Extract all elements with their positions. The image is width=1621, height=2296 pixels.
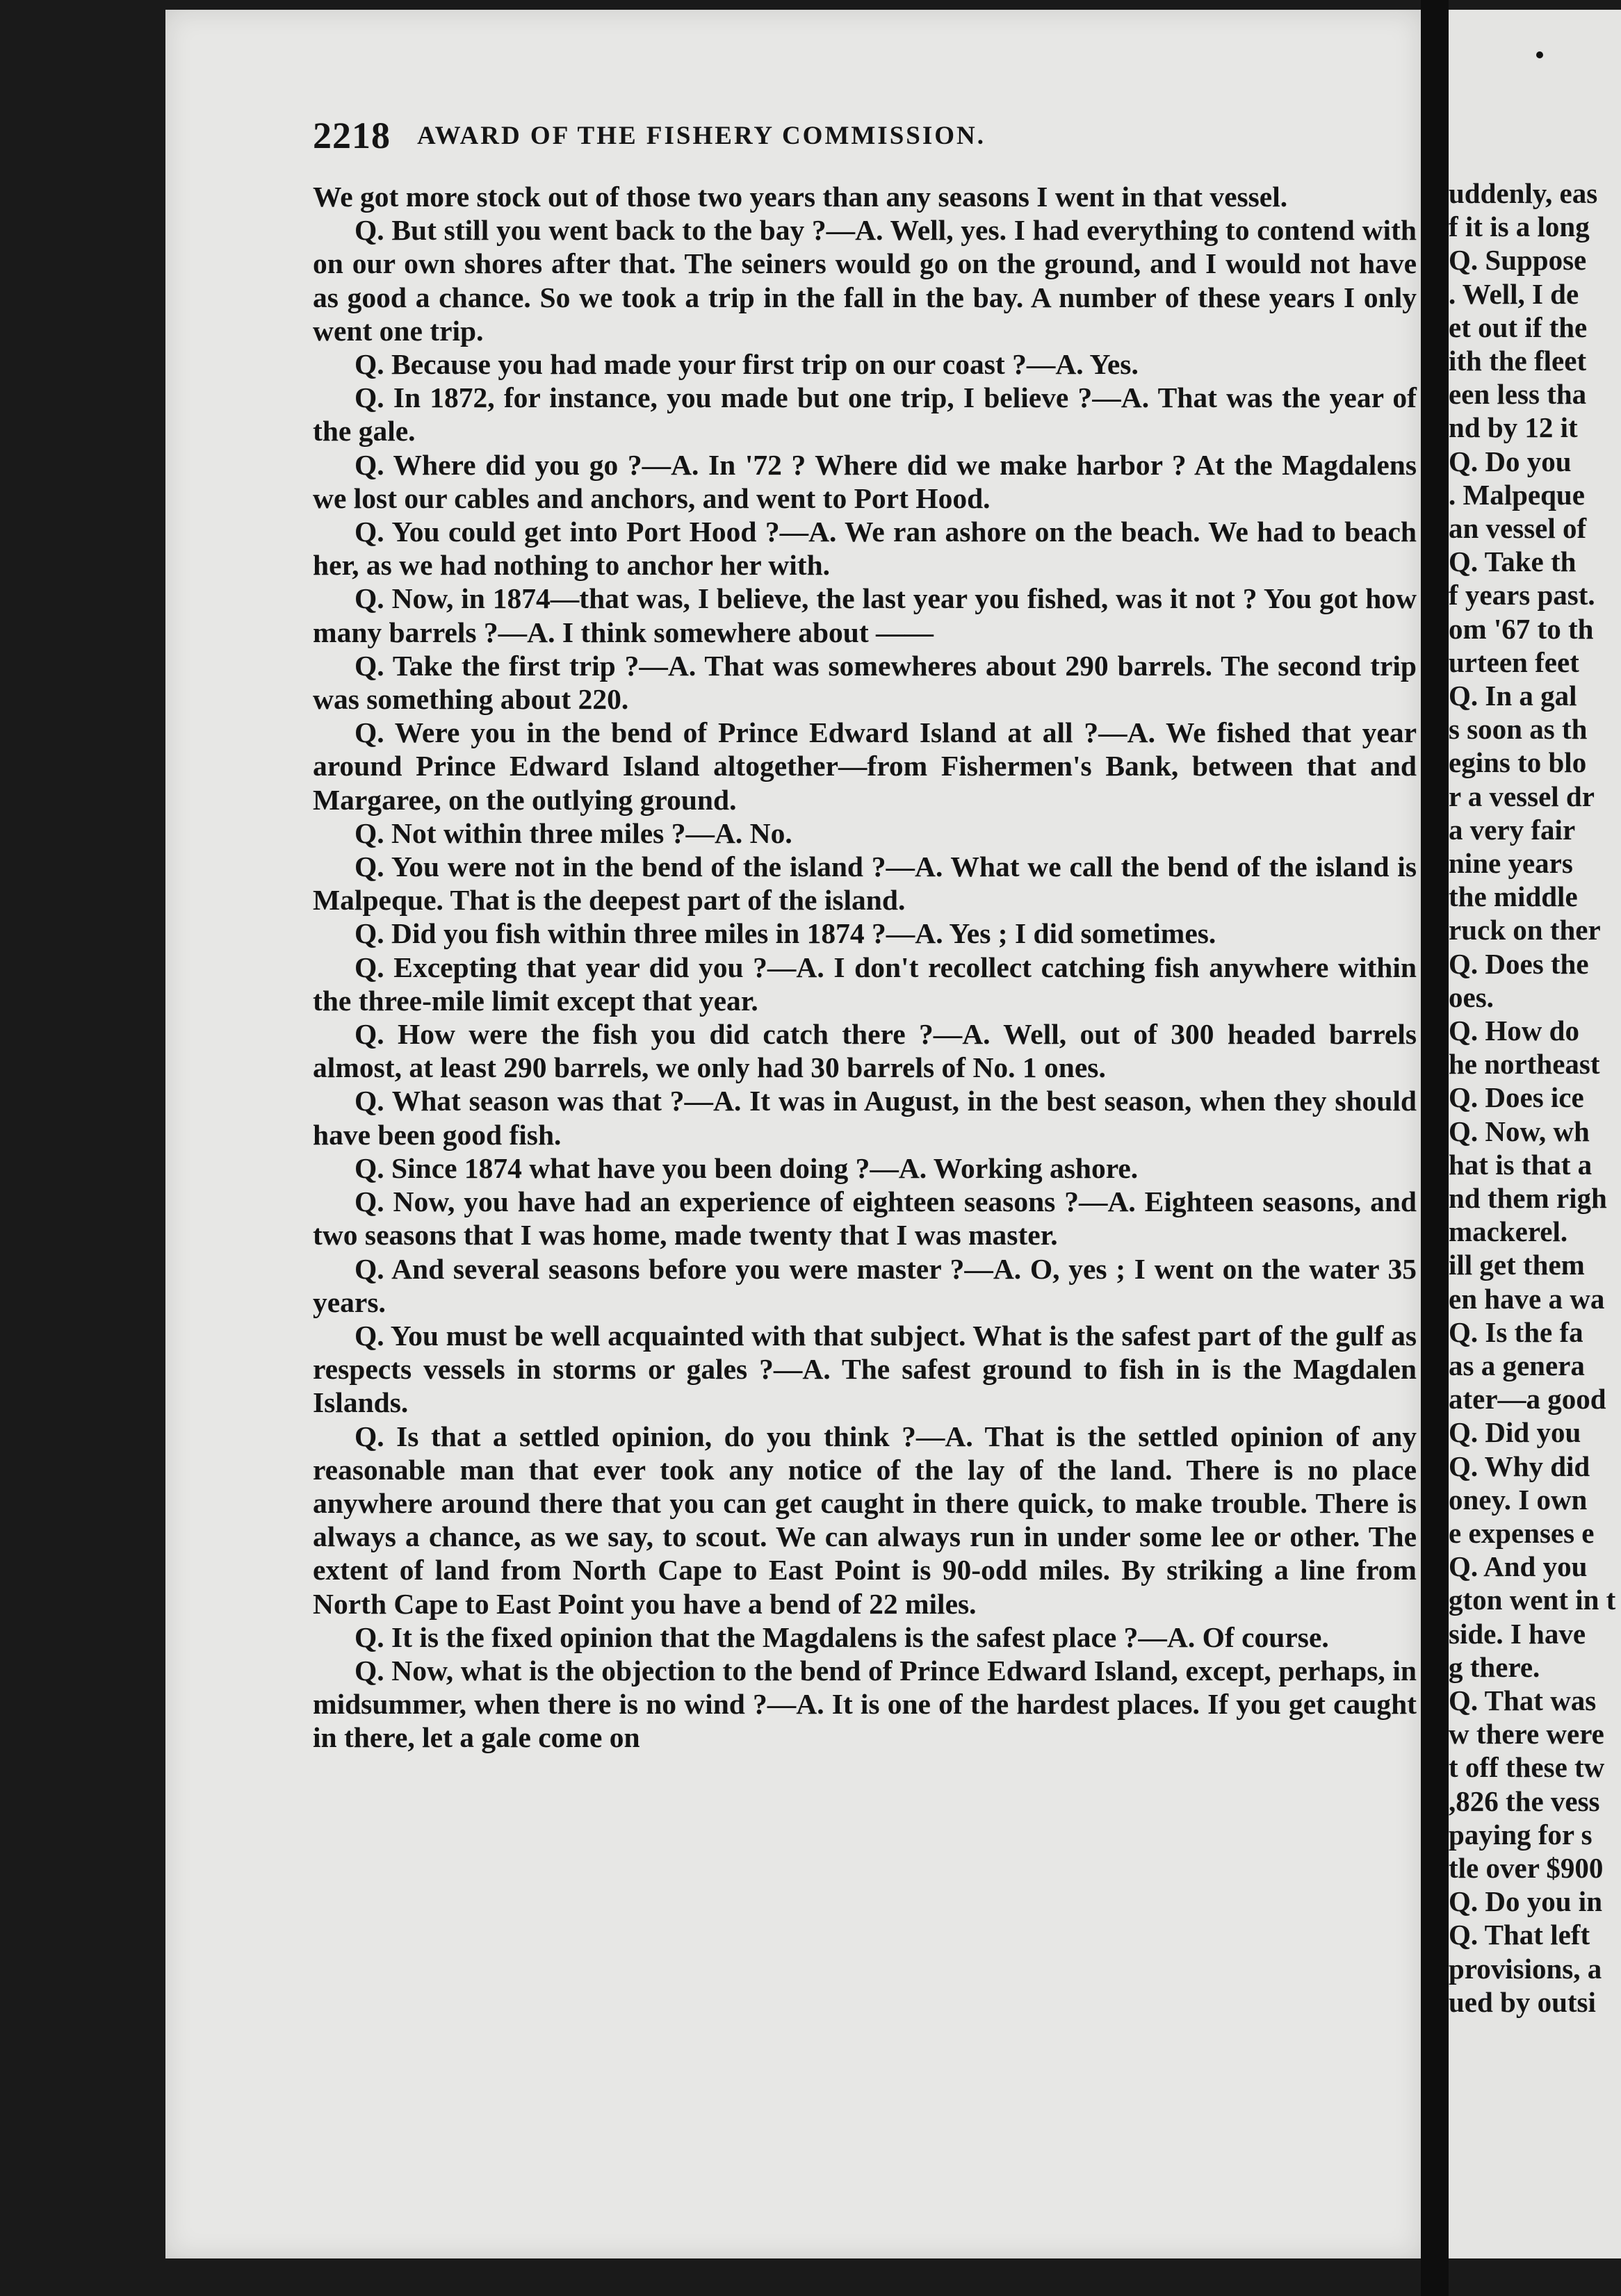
paragraph: Q. What season was that ?—A. It was in August, in the best season, when they should have been good fish. xyxy=(313,1085,1417,1151)
paragraph: Q. But still you went back to the bay ?—A. Well, yes. I had everything to contend with on our own shores after that. The seiners would go on the ground, and I would not have as good a chance. So we took a trip in the fall in the bay. A number of these years I only went one trip. xyxy=(313,214,1417,347)
right-page-line: g there. xyxy=(1449,1650,1540,1683)
right-page-line: the middle xyxy=(1449,880,1578,913)
right-page-line: side. I have xyxy=(1449,1617,1586,1650)
right-page-line: gton went in t xyxy=(1449,1584,1616,1616)
right-page-line: Q. Did you xyxy=(1449,1416,1581,1449)
right-page-line: hat is that a xyxy=(1449,1148,1593,1181)
paragraph: We got more stock out of those two years than any seasons I went in that vessel. xyxy=(313,181,1288,213)
ink-dot xyxy=(1536,51,1543,58)
right-page-line: Q. Is the fa xyxy=(1449,1315,1583,1348)
right-page-line: r a vessel dr xyxy=(1449,780,1595,812)
paragraph: Q. How were the fish you did catch there ?—A. Well, out of 300 headed barrels almost, at least 290 barrels, we only had 30 barrels of No. 1 ones. xyxy=(313,1018,1417,1084)
right-page-line: Q. That left xyxy=(1449,1919,1590,1951)
right-page-line: nine years xyxy=(1449,847,1573,879)
right-page-line: Q. Take th xyxy=(1449,546,1577,578)
right-page-line: provisions, a xyxy=(1449,1952,1602,1985)
paragraph: Q. Take the first trip ?—A. That was somewheres about 290 barrels. The second trip was something about 220. xyxy=(313,649,1417,716)
paragraph: Q. Now, you have had an experience of eighteen seasons ?—A. Eighteen seasons, and two seasons that I was home, made twenty that I was master. xyxy=(313,1186,1417,1252)
paragraph: Q. You could get into Port Hood ?—A. We ran ashore on the beach. We had to beach her, as we had nothing to anchor her with. xyxy=(313,516,1417,582)
right-page-line: mackerel. xyxy=(1449,1215,1568,1248)
right-page-line: a very fair xyxy=(1449,813,1576,846)
paragraph: Q. Now, in 1874—that was, I believe, the last year you fished, was it not ? You got how many barrels ?—A. I think somewhere about —— xyxy=(313,582,1417,648)
right-page-line: nd them righ xyxy=(1449,1182,1607,1214)
paragraph: Q. Not within three miles ?—A. No. xyxy=(355,817,792,849)
right-page-line: e expenses e xyxy=(1449,1517,1595,1549)
page-body xyxy=(313,180,1417,1755)
right-page-line: w there were xyxy=(1449,1718,1604,1750)
book-page xyxy=(165,10,1421,2258)
right-page-line: paying for s xyxy=(1449,1818,1593,1851)
right-page-line: ,826 the vess xyxy=(1449,1785,1600,1817)
right-page-line: Q. Now, wh xyxy=(1449,1115,1590,1147)
right-page-line: urteen feet xyxy=(1449,646,1579,678)
page-number: 2218 xyxy=(313,115,391,156)
paragraph: Q. You were not in the bend of the island ?—A. What we call the bend of the island is Malpeque. That is the deepest part of the island. xyxy=(313,851,1417,917)
right-page-line: ill get them xyxy=(1449,1249,1585,1281)
running-head: AWARD OF THE FISHERY COMMISSION. xyxy=(417,122,986,150)
right-page-line: ued by outsi xyxy=(1449,1985,1596,2018)
right-page-line: en have a wa xyxy=(1449,1282,1605,1315)
right-page-line: tle over $900 xyxy=(1449,1852,1604,1884)
right-page-line: om '67 to th xyxy=(1449,612,1594,645)
right-page-line: oes. xyxy=(1449,981,1494,1013)
paragraph: Q. Excepting that year did you ?—A. I don't recollect catching fish anywhere within the three-mile limit except that year. xyxy=(313,951,1417,1017)
paragraph: Q. Where did you go ?—A. In '72 ? Where did we make harbor ? At the Magdalens we lost our cables and anchors, and went to Port Hood. xyxy=(313,448,1417,514)
right-page-line: Q. Why did xyxy=(1449,1450,1590,1482)
right-page-line: Q. Does ice xyxy=(1449,1081,1584,1114)
right-page-line: Q. Suppose xyxy=(1449,244,1587,277)
right-page-line: f years past. xyxy=(1449,579,1595,612)
right-page-line: an vessel of xyxy=(1449,512,1587,544)
right-page-line: ith the fleet xyxy=(1449,345,1587,377)
paragraph: Q. Because you had made your first trip on our coast ?—A. Yes. xyxy=(355,348,1139,381)
right-page-line: Q. And you xyxy=(1449,1550,1588,1583)
right-page-line: een less tha xyxy=(1449,378,1587,411)
right-page-line: he northeast xyxy=(1449,1048,1600,1081)
adjacent-page-edge xyxy=(1449,10,1621,2258)
right-page-line: as a genera xyxy=(1449,1350,1585,1381)
right-page-line: Q. That was xyxy=(1449,1684,1597,1716)
paragraph: Q. Did you fish within three miles in 1874 ?—A. Yes ; I did sometimes. xyxy=(355,917,1216,950)
right-page-line: ruck on ther xyxy=(1449,914,1601,946)
right-page-line: Q. In a gal xyxy=(1449,680,1577,712)
right-page-line: Q. Do you xyxy=(1449,445,1572,477)
paragraph: Q. You must be well acquainted with that subject. What is the safest part of the gulf as respects vessels in storms or gales ?—A. The safest ground to fish in is the Magdalen Islands. xyxy=(313,1319,1417,1419)
book-gutter xyxy=(1421,0,1449,2296)
right-page-line: t off these tw xyxy=(1449,1751,1605,1784)
right-page-line: et out if the xyxy=(1449,311,1588,343)
right-page-line: Q. How do xyxy=(1449,1015,1579,1047)
right-page-line: uddenly, eas xyxy=(1449,177,1598,209)
right-page-line: nd by 12 it xyxy=(1449,411,1578,444)
paragraph: Q. Since 1874 what have you been doing ?—A. Working ashore. xyxy=(355,1151,1139,1184)
right-page-line: egins to blo xyxy=(1449,746,1587,779)
right-page-line: ater—a good xyxy=(1449,1383,1606,1416)
right-page-line: . Malpeque xyxy=(1449,478,1585,511)
paragraph: Q. And several seasons before you were master ?—A. O, yes ; I went on the water 35 years. xyxy=(313,1252,1417,1318)
paragraph: Q. Now, what is the objection to the bend of Prince Edward Island, except, perhaps, in midsummer, when there is no wind ?—A. It is one of the hardest places. If you get caught in there, let a gale come on xyxy=(313,1654,1417,1754)
page-header xyxy=(313,114,1411,156)
paragraph: Q. In 1872, for instance, you made but one trip, I believe ?—A. That was the year of the gale. xyxy=(313,382,1417,448)
right-page-line: oney. I own xyxy=(1449,1483,1588,1516)
right-page-line: Q. Does the xyxy=(1449,947,1589,980)
right-page-line: . Well, I de xyxy=(1449,277,1579,310)
paragraph: Q. Is that a settled opinion, do you think ?—A. That is the settled opinion of any reasonable man that ever took any notice of the lay of the land. There is no place anywhere around there that you can get caught in there quick, to make trouble. There is always a chance, as we say, to scout. We can always run in under some lee or other. The extent of land from North Cape to East Point is 90-odd miles. By striking a line from North Cape to East Point you have a bend of 22 miles. xyxy=(313,1420,1417,1620)
paragraph: Q. Were you in the bend of Prince Edward Island at all ?—A. We fished that year around Prince Edward Island altogether—from Fishermen's Bank, between that and Margaree, on the outlying ground. xyxy=(313,716,1417,816)
right-page-line: f it is a long xyxy=(1449,211,1590,243)
right-page-line: Q. Do you in xyxy=(1449,1885,1602,1918)
right-page-line: s soon as th xyxy=(1449,713,1588,746)
paragraph: Q. It is the fixed opinion that the Magdalens is the safest place ?—A. Of course. xyxy=(355,1621,1329,1653)
